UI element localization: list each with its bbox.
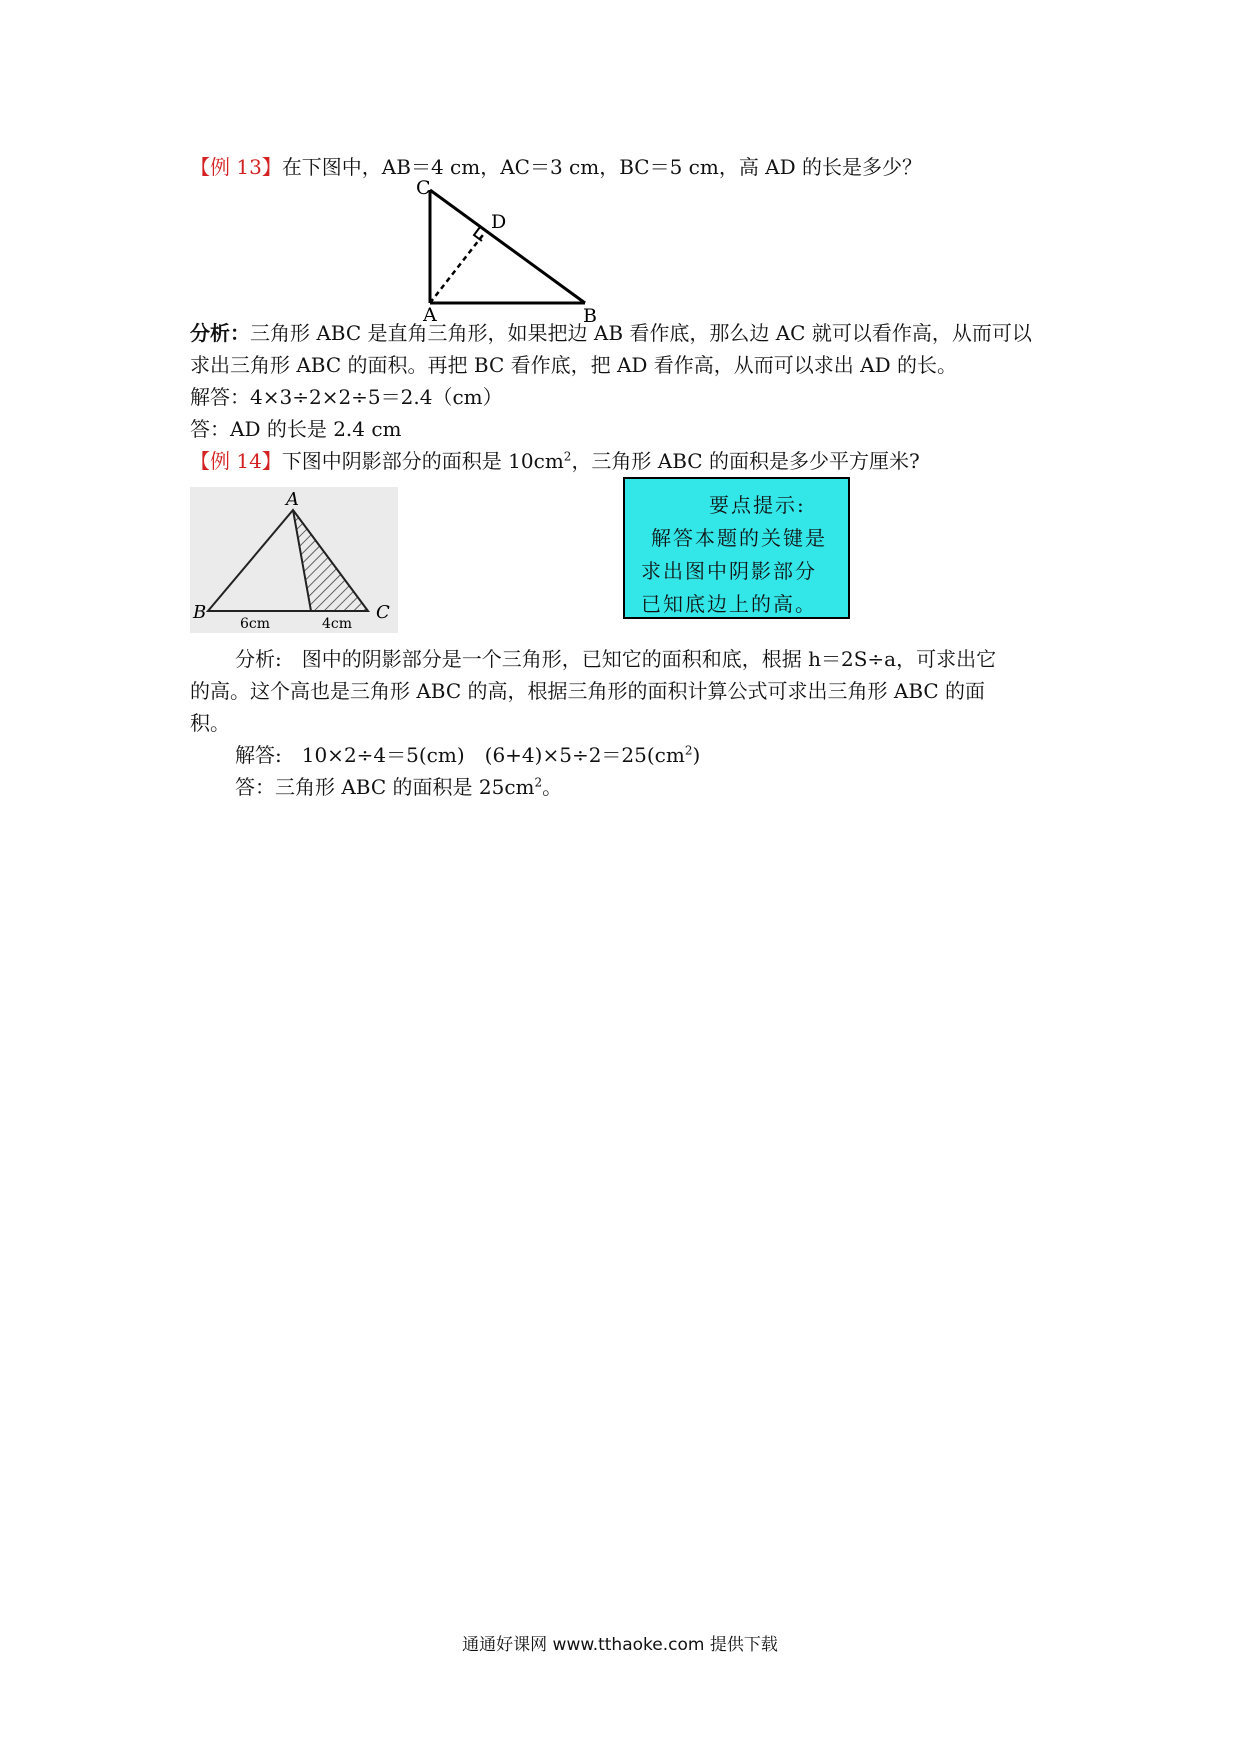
hint-box bbox=[623, 477, 850, 619]
ex14-question-a: 下图中阴影部分的面积是 10cm bbox=[281, 449, 564, 473]
ex14-figure bbox=[190, 487, 398, 633]
ex14-question-sup: 2 bbox=[563, 449, 572, 464]
ex14-seg1-label: 6cm bbox=[240, 616, 271, 632]
ex14-solution-sup: 2 bbox=[684, 743, 693, 758]
ex14-answer-sup: 2 bbox=[534, 775, 543, 790]
ex14-answer-a: 答：三角形 ABC 的面积是 25cm bbox=[235, 775, 535, 799]
hint-line3: 已知底边上的高。 bbox=[641, 592, 817, 616]
ex14-question-b: ，三角形 ABC 的面积是多少平方厘米? bbox=[571, 449, 920, 473]
ex13-question: 在下图中，AB＝4 cm，AC＝3 cm，BC＝5 cm，高 AD 的长是多少？ bbox=[281, 155, 923, 179]
ex13-right-angle-mark bbox=[474, 227, 482, 241]
ex13-label-c: C bbox=[416, 178, 431, 199]
hint-line2: 求出图中阴影部分 bbox=[641, 559, 817, 583]
ex14-analysis-line1: 分析: 图中的阴影部分是一个三角形，已知它的面积和底，根据 h＝2S÷a，可求出它 bbox=[235, 647, 997, 671]
ex14-label-a: A bbox=[286, 489, 299, 510]
ex14-tag: 【例 14】 bbox=[190, 449, 282, 473]
ex13-edge-cb bbox=[430, 190, 585, 303]
ex13-label-a: A bbox=[423, 304, 437, 326]
ex13-label-d: D bbox=[491, 211, 507, 233]
ex13-analysis-line2: 求出三角形 ABC 的面积。再把 BC 看作底，把 AD 看作高，从而可以求出 AD 的长。 bbox=[190, 353, 958, 377]
hint-title: 要点提示: bbox=[709, 493, 806, 517]
ex14-solution-a: 解答: 10×2÷4＝5(cm) (6+4)×5÷2＝25(cm bbox=[235, 743, 685, 767]
ex14-analysis-line2: 的高。这个高也是三角形 ABC 的高，根据三角形的面积计算公式可求出三角形 ABC 的面 bbox=[190, 679, 986, 703]
ex14-label-c: C bbox=[376, 602, 390, 623]
ex14-solution bbox=[235, 740, 700, 770]
ex13-label-b: B bbox=[583, 305, 597, 327]
ex13-analysis-line1 bbox=[190, 318, 1032, 348]
ex13-tag: 【例 13】 bbox=[190, 155, 282, 179]
page-footer: 通通好课网 www.tthaoke.com 提供下载 bbox=[462, 1635, 778, 1655]
ex13-answer: 答：AD 的长是 2.4 cm bbox=[190, 417, 402, 441]
ex14-answer bbox=[235, 772, 562, 802]
ex14-analysis-line3: 积。 bbox=[190, 711, 230, 735]
ex13-analysis-text1: 三角形 ABC 是直角三角形，如果把边 AB 看作底，那么边 AC 就可以看作高，从而可以 bbox=[250, 321, 1032, 345]
ex14-question-line bbox=[190, 446, 920, 476]
ex13-height-ad bbox=[430, 231, 486, 303]
ex14-answer-b: 。 bbox=[542, 775, 563, 799]
ex14-label-b: B bbox=[193, 602, 207, 623]
ex14-seg2-label: 4cm bbox=[322, 616, 353, 632]
ex14-solution-b: ) bbox=[692, 743, 701, 767]
ex13-analysis-label: 分析： bbox=[190, 321, 250, 345]
hint-line1: 解答本题的关键是 bbox=[651, 526, 827, 550]
ex13-solution: 解答：4×3÷2×2÷5＝2.4（cm） bbox=[190, 385, 503, 409]
ex13-figure bbox=[405, 178, 605, 328]
